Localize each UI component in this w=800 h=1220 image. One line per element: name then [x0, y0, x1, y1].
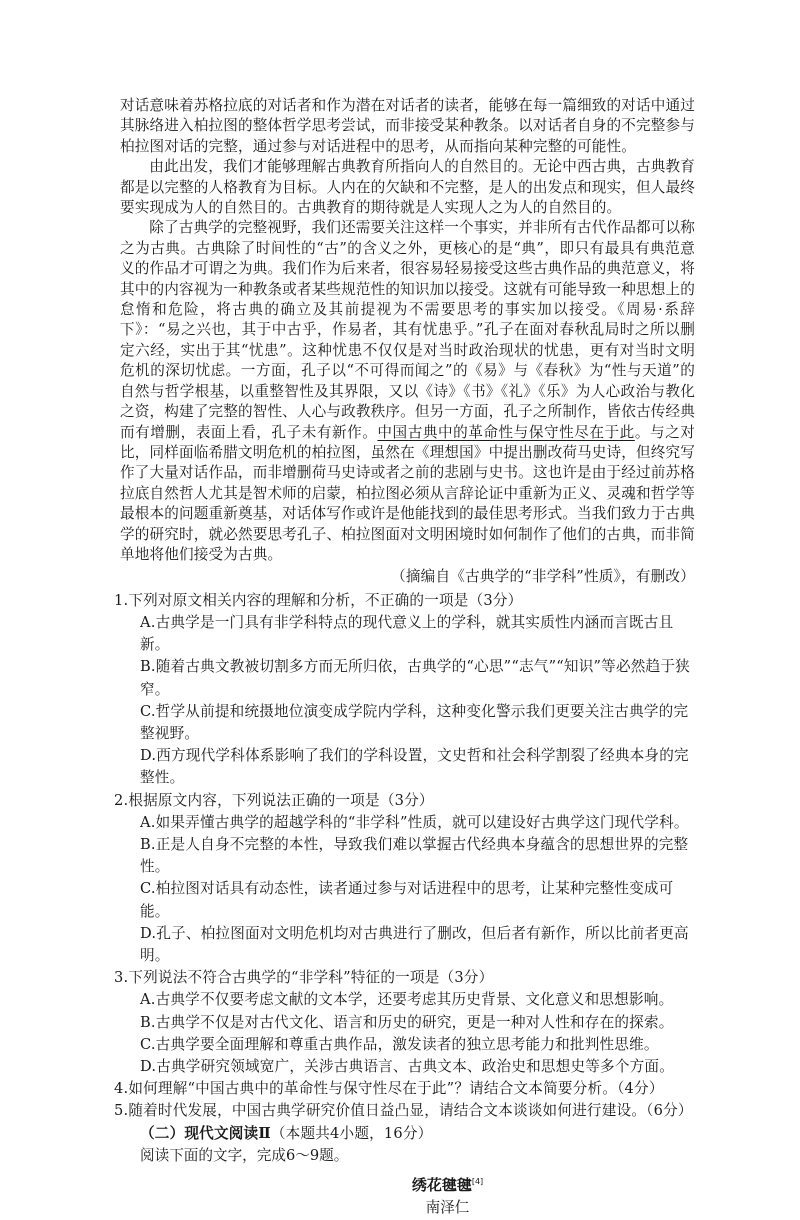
- article-title: [200, 1171, 695, 1196]
- article-title-text: 绣花毽毽: [411, 1176, 472, 1195]
- question-5-stem: 5.随着时代发展，中国古典学研究价值日益凸显，请结合文本谈谈如何进行建设。（6分）: [114, 1102, 693, 1120]
- paragraph-3-text-before: 除了古典学的完整视野，我们还需要关注这样一个事实，并非所有古代作品都可以称之为古典。古典除了时间性的“古”的含义之外，更核心的是“典”，即只有最具有典范意义的作品才可谓之为典。我们作为后来者，很容易轻易接受这些古典作品的典范意义，将其中的内容视为一种教条或者某些规范性的知识加以接受。这就有可能导致一种思想上的怠惰和危险，将古典的确立及其前提视为不需要思考的事实加以接受。《周易·系辞下》：“易之兴也，其于中古乎，作易者，其有忧患乎。”孔子在面对春秋乱局时之所以删定六经，实出于其“忧患”。这种忧患不仅仅是对当时政治现状的忧患，更有对当时文明危机的深切忧虑。一方面，孔子以“不可得而闻之”的《易》与《春秋》为“性与天道”的自然与哲学根基，以重整智性及其界限，又以《诗》《书》《礼》《乐》为人心政治与教化之资，构建了完整的智性、人心与政教秩序。但另一方面，孔子之所制作，皆依古传经典而有增删，表面上看，孔子未有新作。: [120, 219, 696, 441]
- question-1-option-a: A.古典学是一门具有非学科特点的现代意义上的学科，就其实质性内涵而言既古且新。: [140, 613, 674, 654]
- footnote-mark: [4]: [471, 1177, 484, 1187]
- question-1-option-c: C.哲学从前提和统摄地位演变成学院内学科，这种变化警示我们更要关注古典学的完整视野。: [140, 702, 689, 742]
- question-1: [114, 590, 695, 790]
- document-content: [114, 96, 696, 1220]
- question-3-option-c: C.古典学要全面理解和尊重古典作品，激发读者的独立思考能力和批判性思维。: [140, 1035, 659, 1053]
- paragraph-3-text-after: 。与之对比，同样面临希腊文明危机的柏拉图，虽然在《理想国》中提出删改荷马史诗，但终究写作了大量对话作品，而非增删荷马史诗或者之前的悲剧与史书。这也许是由于经过前苏格拉底自然哲人尤其是智术师的启蒙，柏拉图必须从言辞论证中重新为正义、灵魂和哲学等最根本的问题重新奠基，对话体写作或许是他能找到的最佳思考形式。当我们致力于古典学的研究时，就必然要思考孔子、柏拉图面对文明困境时如何制作了他们的古典，而非简单地将他们接受为古典。: [120, 423, 696, 563]
- article-author: 南泽仁: [425, 1199, 470, 1217]
- question-3-option-d: D.古典学研究领域宽广，关涉古典语言、古典文本、政治史和思想史等多个方面。: [140, 1058, 675, 1076]
- question-1-option-d: D.西方现代学科体系影响了我们的学科设置，文史哲和社会科学割裂了经典本身的完整性。: [140, 747, 689, 787]
- question-3-option-a: A.古典学不仅要考虑文献的文本学，还要考虑其历史背景、文化意义和思想影响。: [140, 991, 674, 1009]
- question-2-option-b: B.正是人自身不完整的本性，导致我们难以掌握古代经典本身蕴含的思想世界的完整性。: [140, 835, 689, 876]
- question-2-stem: 2.根据原文内容，下列说法正确的一项是（3分）: [114, 791, 434, 809]
- question-1-stem: 1.下列对原文相关内容的理解和分析，不正确的一项是（3分）: [114, 591, 523, 609]
- section-heading: [140, 1123, 695, 1145]
- question-2-option-d: D.孔子、柏拉图面对文明危机均对古典进行了删改，但后者有新作，所以比前者更高明。: [140, 924, 689, 964]
- question-3-option-b: B.古典学不仅是对古代文化、语言和历史的研究，更是一种对人性和存在的探索。: [140, 1013, 674, 1031]
- paragraph-1: 对话意味着苏格拉底的对话者和作为潜在对话者的读者，能够在每一篇细致的对话中通过其脉络进入柏拉图的整体哲学思考尝试，而非接受某种教条。以对话者自身的不完整参与柏拉图对话的完整，通过参与对话进程中的思考，从而指向某种完整的可能性。: [120, 97, 696, 155]
- question-2-option-a: A.如果弄懂古典学的超越学科的“非学科”性质，就可以建设好古典学这门现代学科。: [140, 813, 689, 831]
- question-3-stem: 3.下列说法不符合古典学的“非学科”特征的一项是（3分）: [114, 969, 494, 987]
- underlined-sentence: 中国古典中的革命性与保守性尽在于此: [377, 423, 635, 441]
- question-3: [114, 967, 695, 1078]
- reading-instruction: 阅读下面的文字，完成6～9题。: [140, 1146, 349, 1164]
- section-title: （二）现代文阅读Ⅱ: [140, 1124, 271, 1142]
- question-1-option-b: B.随着古典文教被切割多方而无所归依，古典学的“心思”“志气”“知识”等必然趋于狭窄。: [140, 658, 690, 698]
- paragraph-2: 由此出发，我们才能够理解古典教育所指向人的自然目的。无论中西古典，古典教育都是以完整的人格教育为目标。人内在的欠缺和不完整，是人的出发点和现实，但人最终要实现成为人的自然目的。古典教育的期待就是人实现人之为人的自然目的。: [120, 158, 696, 217]
- section-note: （本题共4小题，16分）: [270, 1124, 433, 1142]
- source-citation: （摘编自《古典学的“非学科”性质》，有删改）: [391, 568, 695, 586]
- question-2: [114, 790, 695, 968]
- paragraph-3: [120, 218, 695, 565]
- question-4-stem: 4.如何理解“中国古典中的革命性与保守性尽在于此”？请结合文本简要分析。（4分）: [114, 1080, 664, 1098]
- question-2-option-c: C.柏拉图对话具有动态性，读者通过参与对话进程中的思考，让某种完整性变成可能。: [140, 880, 674, 920]
